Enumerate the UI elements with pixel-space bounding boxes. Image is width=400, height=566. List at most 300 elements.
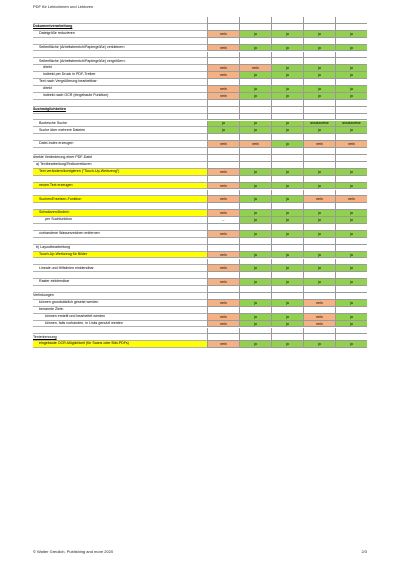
- value-cell: ja: [239, 72, 271, 79]
- value-cell: [303, 148, 335, 155]
- row-label: [33, 272, 207, 279]
- value-cell: ja: [207, 121, 239, 128]
- value-cell: [303, 328, 335, 335]
- value-cell: [303, 307, 335, 314]
- value-cell: ansatzweise: [303, 121, 335, 128]
- row-label: [33, 259, 207, 266]
- value-cell: [335, 238, 367, 245]
- value-cell: [271, 79, 303, 86]
- value-cell: ja: [303, 341, 335, 348]
- value-cell: ja: [271, 72, 303, 79]
- table-row: [33, 259, 367, 266]
- value-cell: [207, 162, 239, 169]
- value-cell: [207, 334, 239, 341]
- value-cell: ja: [239, 314, 271, 321]
- table-row: [33, 162, 367, 169]
- value-cell: [335, 52, 367, 59]
- value-cell: ja: [303, 72, 335, 79]
- row-label: Verlinkungen: [33, 293, 207, 300]
- value-cell: [335, 155, 367, 162]
- value-cell: [303, 155, 335, 162]
- value-cell: [335, 107, 367, 114]
- value-cell: [303, 17, 335, 24]
- row-label: b) Layoutbearbeitung: [33, 245, 207, 252]
- row-label: indirekt nach OCR (eingebaute Funktion): [33, 93, 207, 100]
- value-cell: [271, 176, 303, 183]
- value-cell: [271, 203, 303, 210]
- value-cell: [303, 259, 335, 266]
- value-cell: –: [207, 217, 239, 224]
- page-header: PDF für Lektorinnen und Lektoren: [33, 4, 94, 9]
- value-cell: [271, 52, 303, 59]
- value-cell: ja: [239, 127, 271, 134]
- value-cell: ja: [239, 121, 271, 128]
- value-cell: ja: [271, 314, 303, 321]
- value-cell: [271, 58, 303, 65]
- value-cell: [207, 293, 239, 300]
- table-row: [33, 24, 367, 31]
- row-label: Suchen/Ersetzen-Funktion: [33, 196, 207, 203]
- value-cell: [239, 334, 271, 341]
- value-cell: [335, 38, 367, 45]
- row-label: [33, 176, 207, 183]
- value-cell: [335, 293, 367, 300]
- table-row: [33, 107, 367, 114]
- value-cell: ja: [335, 279, 367, 286]
- table-row: [33, 314, 367, 321]
- row-label: Raster einblendbar: [33, 279, 207, 286]
- value-cell: ja: [303, 45, 335, 52]
- value-cell: ja: [271, 121, 303, 128]
- value-cell: [271, 245, 303, 252]
- value-cell: ja: [271, 210, 303, 217]
- value-cell: nein: [207, 252, 239, 259]
- value-cell: nein: [207, 210, 239, 217]
- value-cell: ja: [335, 86, 367, 93]
- value-cell: [271, 272, 303, 279]
- value-cell: [239, 293, 271, 300]
- row-label: [33, 190, 207, 197]
- table-row: [33, 265, 367, 272]
- value-cell: nein: [207, 183, 239, 190]
- value-cell: ja: [303, 31, 335, 38]
- value-cell: nein: [207, 300, 239, 307]
- value-cell: ja: [271, 231, 303, 238]
- value-cell: ja: [303, 169, 335, 176]
- row-label: [33, 203, 207, 210]
- value-cell: ja: [239, 93, 271, 100]
- value-cell: ja: [239, 45, 271, 52]
- row-label: können, falls vorhanden, in Links genutzt werden: [33, 321, 207, 328]
- value-cell: [303, 203, 335, 210]
- value-cell: [335, 114, 367, 121]
- row-label: Datei-Index erzeugen: [33, 141, 207, 148]
- table-row: [33, 58, 367, 65]
- row-label: Lineale und Hilfslinien einblendbar: [33, 265, 207, 272]
- value-cell: ja: [239, 196, 271, 203]
- value-cell: [271, 155, 303, 162]
- value-cell: [239, 259, 271, 266]
- value-cell: [303, 24, 335, 31]
- table-row: [33, 307, 367, 314]
- value-cell: ja: [271, 300, 303, 307]
- value-cell: [239, 58, 271, 65]
- value-cell: [239, 52, 271, 59]
- value-cell: ja: [303, 86, 335, 93]
- row-label: [33, 286, 207, 293]
- table-row: [33, 148, 367, 155]
- table-row: [33, 272, 367, 279]
- table-row: [33, 93, 367, 100]
- value-cell: [207, 38, 239, 45]
- value-cell: ja: [271, 127, 303, 134]
- value-cell: [303, 176, 335, 183]
- row-label: Text verändern/korrigieren ("Touch-Up-Werkzeug"): [33, 169, 207, 176]
- table-row: [33, 52, 367, 59]
- value-cell: [271, 328, 303, 335]
- value-cell: [303, 58, 335, 65]
- table-row: [33, 210, 367, 217]
- table-row: [33, 31, 367, 38]
- value-cell: ja: [271, 45, 303, 52]
- value-cell: [335, 334, 367, 341]
- table-row: [33, 65, 367, 72]
- table-row: [33, 79, 367, 86]
- row-label: Seitenfläche (Arbeitsbereich/Papiergröße) verkleinern: [33, 45, 207, 52]
- value-cell: [335, 190, 367, 197]
- table-row: [33, 72, 367, 79]
- value-cell: [207, 17, 239, 24]
- value-cell: nein: [207, 265, 239, 272]
- value-cell: nein: [207, 93, 239, 100]
- value-cell: [335, 176, 367, 183]
- value-cell: ja: [303, 183, 335, 190]
- value-cell: [239, 245, 271, 252]
- value-cell: [239, 17, 271, 24]
- value-cell: [207, 259, 239, 266]
- value-cell: ja: [335, 341, 367, 348]
- table-row: [33, 224, 367, 231]
- value-cell: [207, 114, 239, 121]
- value-cell: [239, 79, 271, 86]
- row-label: Suche über mehrere Dateien: [33, 127, 207, 134]
- row-label: Dokumentverarbeitung: [33, 24, 207, 31]
- value-cell: [239, 38, 271, 45]
- value-cell: ja: [271, 93, 303, 100]
- value-cell: [335, 307, 367, 314]
- value-cell: ja: [335, 210, 367, 217]
- row-label: [33, 114, 207, 121]
- value-cell: [271, 114, 303, 121]
- value-cell: [303, 134, 335, 141]
- value-cell: [335, 148, 367, 155]
- row-label: [33, 224, 207, 231]
- value-cell: [239, 286, 271, 293]
- table-row: [33, 141, 367, 148]
- row-label: [33, 238, 207, 245]
- value-cell: [303, 334, 335, 341]
- value-cell: [335, 245, 367, 252]
- row-label: Suchmöglichkeiten: [33, 107, 207, 114]
- value-cell: ja: [239, 210, 271, 217]
- value-cell: [207, 307, 239, 314]
- value-cell: [239, 100, 271, 107]
- table-row: [33, 293, 367, 300]
- table-row: [33, 286, 367, 293]
- value-cell: [271, 307, 303, 314]
- value-cell: ja: [239, 252, 271, 259]
- value-cell: [207, 245, 239, 252]
- value-cell: [335, 17, 367, 24]
- value-cell: nein: [207, 65, 239, 72]
- value-cell: ja: [335, 265, 367, 272]
- value-cell: [303, 162, 335, 169]
- value-cell: [303, 114, 335, 121]
- value-cell: [271, 134, 303, 141]
- value-cell: nein: [303, 141, 335, 148]
- value-cell: ja: [271, 321, 303, 328]
- table-row: [33, 279, 367, 286]
- table-row: [33, 127, 367, 134]
- table-row: [33, 231, 367, 238]
- table-row: [33, 328, 367, 335]
- value-cell: ja: [335, 31, 367, 38]
- value-cell: [303, 245, 335, 252]
- table-row: [33, 169, 367, 176]
- value-cell: [207, 100, 239, 107]
- table-row: [33, 17, 367, 24]
- value-cell: [271, 162, 303, 169]
- value-cell: ja: [303, 217, 335, 224]
- row-label: Dateigröße reduzieren: [33, 31, 207, 38]
- value-cell: [335, 286, 367, 293]
- table-row: [33, 334, 367, 341]
- value-cell: ja: [303, 65, 335, 72]
- value-cell: [303, 38, 335, 45]
- value-cell: ja: [271, 141, 303, 148]
- value-cell: [335, 100, 367, 107]
- value-cell: ja: [239, 231, 271, 238]
- value-cell: [207, 190, 239, 197]
- value-cell: [239, 134, 271, 141]
- value-cell: [239, 328, 271, 335]
- table-row: [33, 86, 367, 93]
- table-row: [33, 183, 367, 190]
- value-cell: ja: [239, 300, 271, 307]
- value-cell: nein: [207, 231, 239, 238]
- value-cell: [335, 24, 367, 31]
- value-cell: [303, 100, 335, 107]
- row-label: direkt: [33, 65, 207, 72]
- value-cell: [271, 224, 303, 231]
- value-cell: [207, 24, 239, 31]
- value-cell: nein: [207, 72, 239, 79]
- value-cell: [271, 24, 303, 31]
- value-cell: [239, 190, 271, 197]
- value-cell: [271, 334, 303, 341]
- value-cell: ja: [239, 217, 271, 224]
- value-cell: nein: [207, 169, 239, 176]
- table-row: [33, 155, 367, 162]
- value-cell: [207, 58, 239, 65]
- value-cell: nein: [207, 341, 239, 348]
- value-cell: nein: [207, 86, 239, 93]
- value-cell: [207, 203, 239, 210]
- value-cell: nein: [303, 300, 335, 307]
- value-cell: [303, 52, 335, 59]
- value-cell: [271, 148, 303, 155]
- value-cell: ansatzweise: [335, 121, 367, 128]
- value-cell: ja: [271, 196, 303, 203]
- table-row: [33, 321, 367, 328]
- value-cell: ja: [271, 183, 303, 190]
- value-cell: ja: [239, 265, 271, 272]
- value-cell: [207, 134, 239, 141]
- value-cell: ja: [335, 72, 367, 79]
- value-cell: [271, 238, 303, 245]
- value-cell: [207, 52, 239, 59]
- value-cell: ja: [239, 321, 271, 328]
- table-row: [33, 190, 367, 197]
- value-cell: [303, 238, 335, 245]
- value-cell: [239, 307, 271, 314]
- value-cell: [207, 155, 239, 162]
- value-cell: [303, 190, 335, 197]
- value-cell: [239, 148, 271, 155]
- value-cell: ja: [239, 341, 271, 348]
- row-label: Boolesche Suche: [33, 121, 207, 128]
- value-cell: ja: [303, 265, 335, 272]
- value-cell: [271, 100, 303, 107]
- table-row: [33, 176, 367, 183]
- value-cell: nein: [207, 314, 239, 321]
- row-label: Seitenfläche (Arbeitsbereich/Papiergröße) vergrößern:: [33, 58, 207, 65]
- value-cell: [271, 259, 303, 266]
- table-row: [33, 245, 367, 252]
- value-cell: [207, 328, 239, 335]
- value-cell: [207, 272, 239, 279]
- value-cell: nein: [207, 321, 239, 328]
- row-label: vorhandene Wasserzeichen entfernen: [33, 231, 207, 238]
- value-cell: [207, 79, 239, 86]
- table-row: [33, 217, 367, 224]
- row-label: können grundsätzlich gesetzt werden: [33, 300, 207, 307]
- value-cell: ja: [303, 210, 335, 217]
- row-label: [33, 328, 207, 335]
- row-label: können erstellt und bearbeitet werden: [33, 314, 207, 321]
- row-label: Text nach Vergrößerung bearbeitbar:: [33, 79, 207, 86]
- value-cell: [303, 224, 335, 231]
- value-cell: [271, 190, 303, 197]
- row-label: Touch-Up-Werkzeug für Bilder: [33, 252, 207, 259]
- row-label: [33, 38, 207, 45]
- value-cell: [271, 17, 303, 24]
- value-cell: [207, 148, 239, 155]
- value-cell: [335, 79, 367, 86]
- value-cell: [239, 238, 271, 245]
- value-cell: [207, 238, 239, 245]
- table-row: [33, 45, 367, 52]
- value-cell: ja: [335, 252, 367, 259]
- value-cell: ja: [271, 265, 303, 272]
- value-cell: nein: [207, 45, 239, 52]
- row-label: Schwärzen/Ändern: [33, 210, 207, 217]
- table-row: [33, 38, 367, 45]
- row-label: [33, 52, 207, 59]
- row-label: Texterkennung: [33, 334, 207, 341]
- value-cell: ja: [335, 93, 367, 100]
- value-cell: ja: [335, 65, 367, 72]
- row-label: [33, 148, 207, 155]
- table-row: [33, 203, 367, 210]
- value-cell: [239, 155, 271, 162]
- value-cell: [271, 107, 303, 114]
- value-cell: [335, 224, 367, 231]
- row-label: per Suchfunktion: [33, 217, 207, 224]
- row-label: [33, 134, 207, 141]
- value-cell: ja: [335, 127, 367, 134]
- table-row: [33, 121, 367, 128]
- value-cell: ja: [303, 231, 335, 238]
- value-cell: nein: [335, 141, 367, 148]
- row-label: eingebaute OCR-Möglichkeit (für Scans oder Bild-PDFs): [33, 341, 207, 348]
- value-cell: [239, 24, 271, 31]
- value-cell: ja: [335, 231, 367, 238]
- value-cell: ja: [271, 341, 303, 348]
- value-cell: [207, 107, 239, 114]
- value-cell: [303, 272, 335, 279]
- row-label: direkte Veränderung einer PDF-Datei: [33, 155, 207, 162]
- value-cell: [271, 286, 303, 293]
- value-cell: [207, 286, 239, 293]
- value-cell: nein: [303, 196, 335, 203]
- value-cell: nein: [207, 31, 239, 38]
- value-cell: ja: [303, 127, 335, 134]
- value-cell: ja: [335, 169, 367, 176]
- value-cell: [239, 203, 271, 210]
- row-label: benannte Ziele:: [33, 307, 207, 314]
- table-row: [33, 341, 367, 348]
- value-cell: ja: [335, 300, 367, 307]
- value-cell: nein: [239, 141, 271, 148]
- value-cell: [303, 286, 335, 293]
- table-row: [33, 196, 367, 203]
- value-cell: ja: [271, 65, 303, 72]
- value-cell: ja: [271, 31, 303, 38]
- value-cell: ja: [335, 217, 367, 224]
- row-label: [33, 100, 207, 107]
- value-cell: [335, 328, 367, 335]
- value-cell: ja: [271, 217, 303, 224]
- value-cell: nein: [303, 321, 335, 328]
- value-cell: ja: [335, 321, 367, 328]
- row-label: indirekt per Druck in PDF-Treiber: [33, 72, 207, 79]
- value-cell: [239, 107, 271, 114]
- value-cell: ja: [207, 127, 239, 134]
- value-cell: nein: [335, 196, 367, 203]
- value-cell: [335, 203, 367, 210]
- table-row: [33, 114, 367, 121]
- value-cell: nein: [207, 279, 239, 286]
- value-cell: [271, 38, 303, 45]
- value-cell: [335, 162, 367, 169]
- row-label: [33, 17, 207, 24]
- value-cell: nein: [239, 65, 271, 72]
- value-cell: ja: [239, 279, 271, 286]
- value-cell: [207, 176, 239, 183]
- value-cell: [335, 259, 367, 266]
- value-cell: [239, 176, 271, 183]
